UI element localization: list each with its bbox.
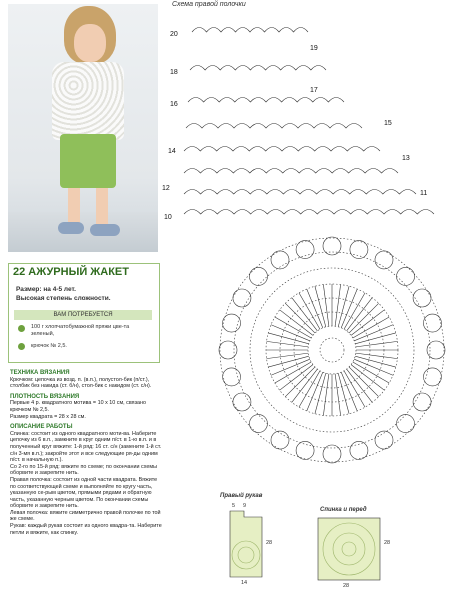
row-arc	[184, 190, 416, 195]
fan-stitch	[296, 441, 314, 459]
fan-stitch	[323, 237, 341, 255]
fan-stitch	[271, 251, 289, 269]
row-arc	[192, 28, 308, 33]
sleeve-dim-14: 14	[241, 580, 248, 586]
fan-stitch	[350, 241, 368, 259]
fan-stitch	[397, 415, 415, 433]
row-arc	[186, 124, 362, 129]
material-yarn: 100 г хлопчатобумажной пряжи цве-та зеленый,	[31, 324, 130, 337]
row-arc	[184, 169, 398, 174]
row-number: 15	[384, 120, 392, 127]
materials-heading: ВАМ ПОТРЕБУЕТСЯ	[14, 310, 152, 320]
fan-stitch	[233, 393, 251, 411]
right-front-text: Правая полочка: состоит из одной части квадрата. Вяжите по соответствующей схеме и выполняйте по кругу часть, указанную се-рым цветом, прямыми рядами и обратную часть, указанную черным цветом. По окончании схемы оборвите и закрепите нить.	[10, 476, 158, 510]
fan-stitch	[219, 341, 237, 359]
fan-stitch	[375, 431, 393, 449]
row-arc	[188, 98, 344, 103]
photo-floor	[8, 212, 158, 252]
stitch-line	[349, 367, 379, 397]
sleeve-schematic	[222, 503, 273, 585]
rows-text: Со 2-го по 15-й ряд: вяжите по схеме; по окончании схемы оборвите и закрепите нить.	[10, 463, 157, 477]
back-text: Спинка: состоит из одного квадратного моти-ва. Наберите цепочку из 6 в.п., замкните в круг одним п/ст. в 1-ю в.п. и в полученный круг вяжите: 1-й ряд: 16 ст. с/н (замените 1-й ст. с/н 3-мя в.п.); закройте этот и все следующие ря-ды одним п/ст. в начальную п.).	[10, 430, 162, 464]
left-leg	[68, 188, 80, 224]
stitch-line	[307, 289, 323, 328]
sleeve-dim-9: 9	[243, 503, 247, 509]
motif-ring	[234, 252, 430, 448]
square-size-text: Размер квадрата = 28 х 28 см.	[10, 413, 86, 420]
right-leg	[96, 188, 108, 224]
fan-stitch	[233, 289, 251, 307]
fan-stitch	[375, 251, 393, 269]
fan-stitch	[271, 431, 289, 449]
technique-text: Крючком: цепочка из возд. п. (в.п.), полустол-бик (п/ст.), столбик без накида (ст. б/н), стол-бик с накидом (ст. с/н).	[10, 376, 152, 390]
circle-motif	[219, 237, 445, 463]
lace-jacket	[52, 62, 124, 140]
fan-stitch	[249, 267, 267, 285]
row-number: 19	[310, 45, 318, 52]
product-photo	[8, 4, 158, 252]
row-number: 11	[420, 190, 428, 197]
stitch-line	[285, 367, 315, 397]
stitch-line	[307, 372, 323, 411]
row-number: 18	[170, 69, 178, 76]
sleeve-dim-28: 28	[266, 540, 273, 546]
row-number: 13	[402, 155, 410, 162]
green-shorts	[60, 134, 116, 188]
body-label: Спинка и перед	[320, 507, 367, 513]
material-hook: крючок № 2,5.	[31, 343, 67, 349]
fan-stitch	[413, 393, 431, 411]
row-number: 16	[170, 101, 178, 108]
technique-heading: ТЕХНИКА ВЯЗАНИЯ	[10, 370, 70, 376]
density-heading: ПЛОТНОСТЬ ВЯЗАНИЯ	[10, 393, 80, 400]
stitch-line	[285, 303, 315, 333]
row-arc	[190, 66, 326, 71]
left-front-text: Левая полочка: вяжите симметрично правой полочке по той же схеме.	[10, 509, 161, 523]
sleeve-label: Правый рукав	[220, 493, 263, 499]
fan-stitch	[413, 289, 431, 307]
stitch-line	[341, 289, 357, 328]
row-number: 10	[164, 214, 172, 221]
stitch-line	[271, 325, 310, 341]
chart-title: Схема правой полочки	[172, 1, 246, 8]
row-number: 12	[162, 185, 170, 192]
row-arcs	[184, 28, 434, 215]
fan-stitch	[296, 241, 314, 259]
fan-stitch	[397, 267, 415, 285]
crochet-chart	[158, 8, 468, 478]
size-text: Размер: на 4-5 лет.	[16, 286, 76, 293]
bullet-dot	[18, 325, 25, 332]
stitch-line	[354, 325, 393, 341]
fan-stitch	[249, 415, 267, 433]
bullet-dot	[18, 343, 25, 350]
motif-ring	[308, 326, 356, 374]
instructions	[10, 366, 162, 536]
motif-ring	[220, 238, 444, 462]
row-number: 17	[310, 87, 318, 94]
difficulty-text: Высокая степень сложности.	[16, 295, 111, 302]
stitch-line	[354, 359, 393, 375]
description-heading: ОПИСАНИЕ РАБОТЫ	[10, 424, 73, 431]
fan-stitch	[323, 445, 341, 463]
right-shoe	[90, 224, 120, 236]
child-face	[74, 24, 106, 62]
row-arc	[184, 147, 380, 152]
info-box	[8, 263, 160, 363]
stitch-line	[341, 372, 357, 411]
left-shoe	[58, 222, 84, 234]
motif-ring	[320, 338, 344, 362]
sleeve-dim-5: 5	[232, 503, 236, 509]
fan-stitch	[223, 314, 241, 332]
fan-stitch	[423, 368, 441, 386]
sleeve-text: Рукав: каждый рукав состоит из одного квадра-та. Наберите петли и вяжите, как спинку.	[10, 523, 162, 536]
row-arc	[184, 210, 434, 215]
pattern-title: 22 АЖУРНЫЙ ЖАКЕТ	[13, 266, 129, 278]
stitch-line	[349, 303, 379, 333]
fan-stitch	[423, 314, 441, 332]
body-schematic	[314, 514, 384, 584]
row-number: 20	[170, 31, 178, 38]
body-dim-28-bottom: 28	[343, 583, 350, 589]
stitch-line	[271, 359, 310, 375]
body-dim-28-side: 28	[384, 540, 391, 546]
density-text: Первые 4 р. квадратного мотива = 10 х 10 см, связано крючком № 2,5.	[10, 400, 147, 413]
row-number: 14	[168, 148, 176, 155]
